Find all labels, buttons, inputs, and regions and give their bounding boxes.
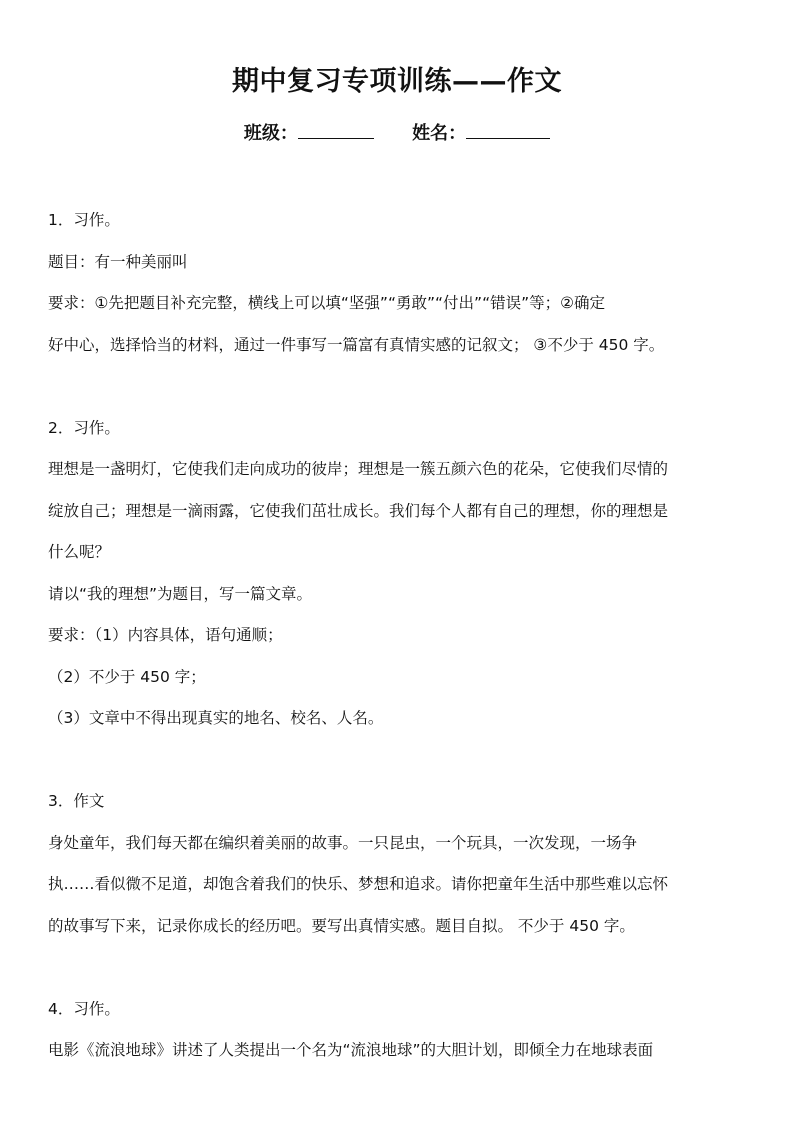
question-line: 绽放自己；理想是一滴雨露，它使我们茁壮成长。我们每个人都有自己的理想，你的理想是 <box>48 501 669 520</box>
question-line: （3）文章中不得出现真实的地名、校名、人名。 <box>48 709 384 727</box>
questions-body <box>48 200 738 1072</box>
page-title: 期中复习专项训练——作文 <box>232 66 562 97</box>
class-label: 班级： <box>243 123 298 144</box>
name-field <box>412 118 550 149</box>
section-spacer <box>48 366 738 408</box>
student-info-row <box>0 118 794 149</box>
question-line: 要求：①先把题目补充完整，横线上可以填“坚强”“勇敢”“付出”“错误”等；②确定 <box>48 294 606 312</box>
question-line: 题目：有一种美丽叫 <box>48 252 188 271</box>
question-heading: 2．习作。 <box>48 418 120 437</box>
question-line: 理想是一盏明灯，它使我们走向成功的彼岸；理想是一簇五颜六色的花朵，它使我们尽情的 <box>48 460 669 478</box>
class-field <box>244 118 374 149</box>
question-heading: 1．习作。 <box>48 211 120 229</box>
question-line: 电影《流浪地球》讲述了人类提出一个名为“流浪地球”的大胆计划，即倾全力在地球表面 <box>48 1041 654 1059</box>
question-line: 请以“我的理想”为题目，写一篇文章。 <box>48 584 313 603</box>
question-line: 执……看似微不足道，却饱含着我们的快乐、梦想和追求。请你把童年生活中那些难以忘怀 <box>48 875 669 893</box>
question-line: 什么呢？ <box>48 543 111 561</box>
name-blank-line <box>466 118 550 139</box>
question-line: 要求：（1）内容具体，语句通顺； <box>48 626 283 644</box>
section-spacer <box>48 740 738 782</box>
class-blank-line <box>298 118 374 139</box>
question-line: （2）不少于 450 字； <box>48 667 206 686</box>
question-2 <box>48 408 738 740</box>
question-line: 的故事写下来，记录你成长的经历吧。要写出真情实感。题目自拟。 不少于 450 字。 <box>48 916 635 935</box>
section-spacer <box>48 947 738 989</box>
question-heading: 3．作文 <box>48 792 105 810</box>
question-heading: 4．习作。 <box>48 999 120 1018</box>
question-line: 身处童年，我们每天都在编织着美丽的故事。一只昆虫，一个玩具，一次发现，一场争 <box>48 833 638 852</box>
question-1 <box>48 200 738 366</box>
question-3 <box>48 781 738 947</box>
question-line: 好中心，选择恰当的材料，通过一件事写一篇富有真情实感的记叙文； ③不少于 450 字。 <box>48 335 665 354</box>
name-label: 姓名： <box>412 123 467 144</box>
question-4 <box>48 989 738 1072</box>
